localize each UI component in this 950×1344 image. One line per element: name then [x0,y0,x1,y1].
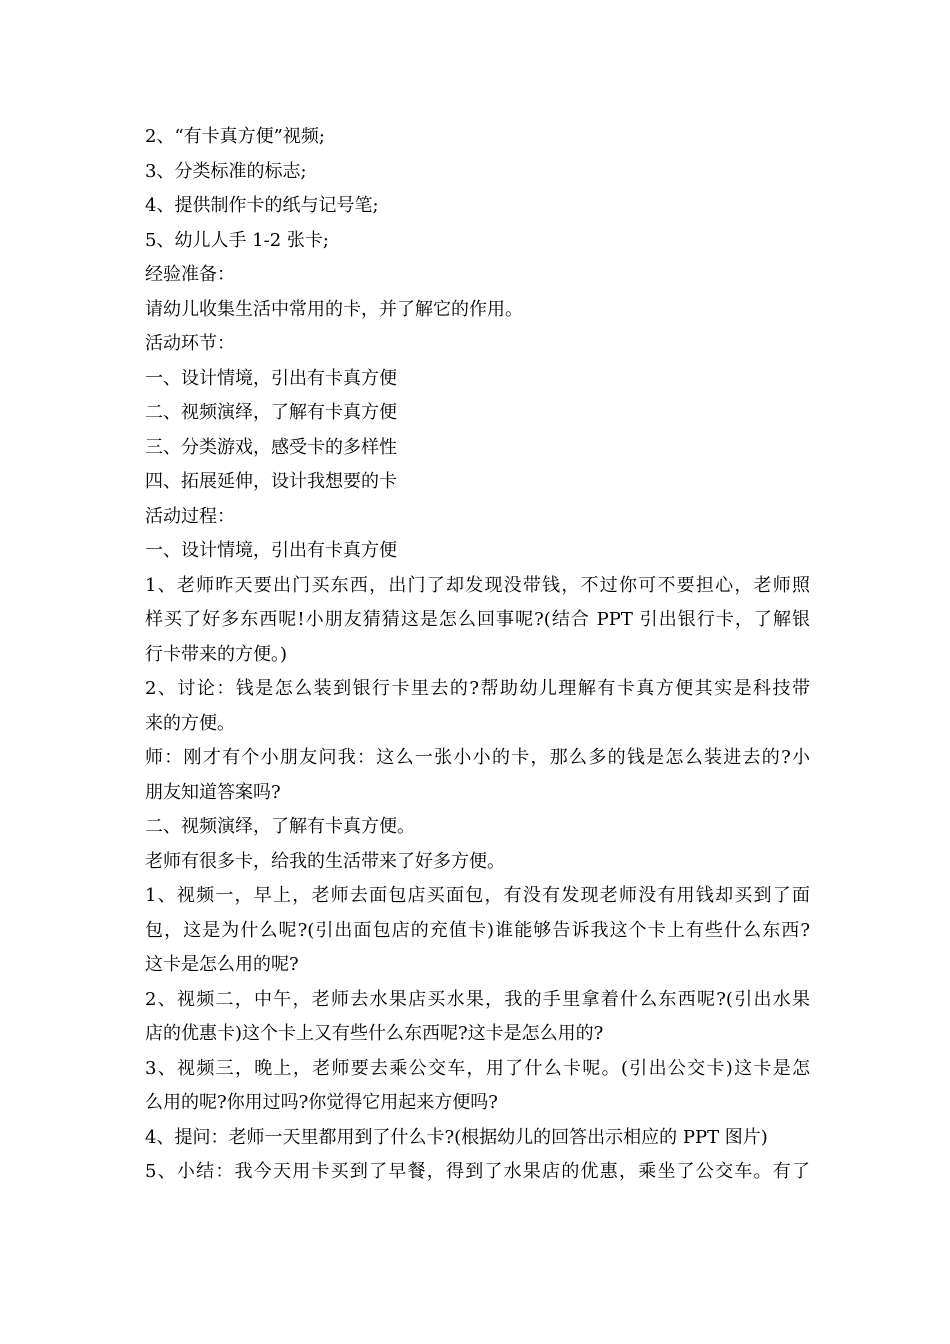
text-line: 4、提供制作卡的纸与记号笔; [145,195,379,216]
text-line: 请幼儿收集生活中常用的卡，并了解它的作用。 [145,298,523,320]
paragraph-video-two [145,983,810,1052]
text-line: 这卡是怎么用的呢? [145,954,299,975]
text-line: 1、视频一，早上，老师去面包店买面包，有没有发现老师没有用钱却买到了面 [145,885,810,906]
list-item: 三、分类游戏，感受卡的多样性 [145,436,397,458]
subsection-heading-video [145,810,810,845]
text-line: 包，这是为什么呢?(引出面包店的充值卡)谁能够告诉我这个卡上有些什么东西? [145,919,810,941]
text-line: 4、提问：老师一天里都用到了什么卡?(根据幼儿的回答出示相应的 PPT 图片) [145,1126,768,1148]
list-item: 一、设计情境，引出有卡真方便 [145,367,397,389]
paragraph-many-cards [145,845,810,880]
list-item: 二、视频演绎，了解有卡真方便 [145,402,397,423]
text-line: 来的方便。 [145,712,235,734]
list-item: 四、拓展延伸，设计我想要的卡 [145,471,397,492]
text-line: 2、讨论：钱是怎么装到银行卡里去的?帮助幼儿理解有卡真方便其实是科技带 [145,678,810,699]
text-line: 3、分类标准的标志; [145,160,307,182]
text-line: 朋友知道答案吗? [145,781,281,803]
paragraph-teacher-question [145,741,810,810]
text-line: 5、幼儿人手 1-2 张卡; [145,229,329,251]
text-line: 师：刚才有个小朋友问我：这么一张小小的卡，那么多的钱是怎么装进去的?小 [145,747,810,768]
document-page [145,120,810,1190]
paragraph-video-one [145,879,810,983]
paragraph-question [145,1121,810,1156]
text-line: 5、小结：我今天用卡买到了早餐，得到了水果店的优惠，乘坐了公交车。有了 [145,1161,810,1182]
text-line: 店的优惠卡)这个卡上又有些什么东西呢?这卡是怎么用的? [145,1023,604,1044]
paragraph-discussion [145,672,810,741]
subsection-heading: 一、设计情境，引出有卡真方便 [145,540,397,561]
paragraph-teacher-story [145,569,810,673]
section-heading: 经验准备： [145,264,235,285]
text-line: 么用的呢?你用过吗?你觉得它用起来方便吗? [145,1092,498,1113]
text-line: 1、老师昨天要出门买东西，出门了却发现没带钱，不过你可不要担心，老师照 [145,574,810,596]
text-line: 行卡带来的方便。) [145,643,288,665]
section-heading: 活动环节： [145,333,235,354]
paragraph-summary [145,1155,810,1190]
text-line: 样买了好多东西呢!小朋友猜猜这是怎么回事呢?(结合 PPT 引出银行卡，了解银 [145,609,810,630]
paragraph-video-three [145,1052,810,1121]
text-line: 二、视频演绎，了解有卡真方便。 [145,816,415,837]
text-line: 2、“有卡真方便”视频; [145,126,325,147]
text-line: 2、视频二，中午，老师去水果店买水果，我的手里拿着什么东西呢?(引出水果 [145,988,810,1010]
text-line: 3、视频三，晚上，老师要去乘公交车，用了什么卡呢。(引出公交卡)这卡是怎 [145,1057,810,1079]
section-heading: 活动过程： [145,505,235,527]
text-line: 老师有很多卡，给我的生活带来了好多方便。 [145,850,505,872]
